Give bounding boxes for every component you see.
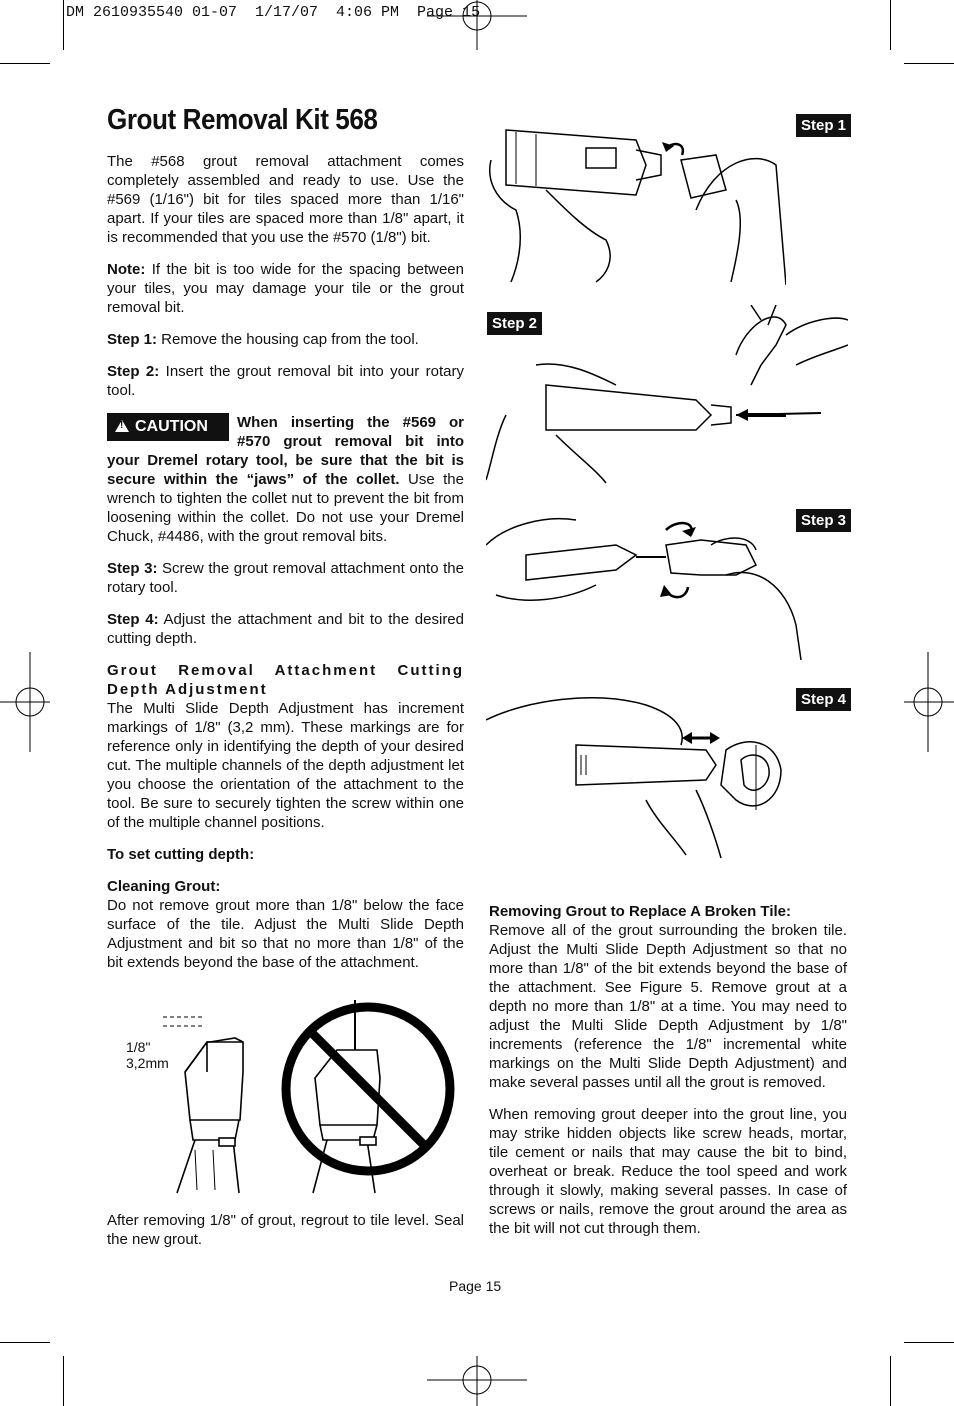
after-paragraph: After removing 1/8" of grout, regrout to tile level. Seal the new grout. (107, 1212, 464, 1248)
step-2-illustration (486, 305, 848, 485)
cleaning-text: Do not remove grout more than 1/8" below the face surface of the tile. Adjust the Multi Slide Depth Adjustment and bit so that no more than 1/8" of the bit extends beyond the base of the attachment. (107, 897, 464, 971)
set-depth-heading: To set cutting depth: (107, 846, 255, 863)
step-4-label: Step 4 (796, 688, 851, 711)
caution-paragraph: !CAUTION When inserting the #569 or #570 grout removal bit into your Dremel rotary tool, be sure that the bit is secure within the “jaws” of the collet. Use the wrench to tighten the collet nut to prevent the bit from loosening within the collet. Do not use your Dremel Chuck, #4486, with the grout removal bits. (107, 413, 464, 546)
registration-mark-icon (904, 652, 954, 752)
step-4-illustration (486, 690, 786, 860)
step-1-label: Step 1 (796, 114, 851, 137)
broken-tile-heading: Removing Grout to Replace A Broken Tile: (489, 903, 791, 920)
depth-section (107, 661, 464, 832)
cleaning-section (107, 877, 464, 972)
step4-paragraph: Step 4: Adjust the attachment and bit to the desired cutting depth. (107, 611, 464, 647)
step-3-label: Step 3 (796, 509, 851, 532)
crop-mark (904, 63, 954, 64)
step1-paragraph: Step 1: Remove the housing cap from the tool. (107, 331, 419, 348)
warning-icon (115, 420, 129, 432)
step3-paragraph: Step 3: Screw the grout removal attachment onto the rotary tool. (107, 560, 464, 596)
figure-label-fraction: 1/8" (126, 1039, 151, 1055)
right-column-text (489, 902, 847, 1251)
deeper-grout-paragraph: When removing grout deeper into the grout line, you may strike hidden objects like screw heads, mortar, tile cement or nails that may cause the bit to bind, overheat or break. Reduce the tool speed and work through it slowly, making several passes. In case of screws or nails, remove the grout around the area as the bit will not cut through them. (489, 1106, 847, 1237)
note-paragraph: Note: If the bit is too wide for the spacing between your tiles, you may damage your tile or the grout removal bit. (107, 261, 464, 316)
figure-label-metric: 3,2mm (126, 1055, 169, 1071)
print-slug: DM 2610935540 01-07 1/17/07 4:06 PM Page 15 (66, 4, 481, 21)
step-2-label: Step 2 (487, 312, 542, 335)
left-column (107, 152, 464, 985)
page-title: Grout Removal Kit 568 (107, 104, 378, 136)
caution-badge: !CAUTION (107, 413, 229, 441)
page-number: Page 15 (449, 1278, 502, 1294)
step-1-illustration (486, 120, 786, 285)
step-3-illustration (486, 505, 806, 665)
crop-mark (890, 1356, 891, 1406)
crop-mark (0, 1342, 50, 1343)
registration-mark-icon (427, 1356, 527, 1406)
correct-depth-attachment (177, 1038, 243, 1193)
broken-tile-section: Removing Grout to Replace A Broken Tile: Remove all of the grout surrounding the broken tile. Adjust the Multi Slide Depth Adjustment so that no more than 1/8" of the bit extends beyond the base of the attachment. See Figure 5. Remove grout at a depth no more than 1/8" at a time. You may need to adjust the Multi Slide Depth Adjustment by 1/8" increments (reference the 1/8" incremental white markings on the Multi Slide Depth Adjustment) and make several passes until all the grout is removed. (489, 903, 847, 1091)
step2-paragraph: Step 2: Insert the grout removal bit into your rotary tool. (107, 363, 465, 399)
depth-text: The Multi Slide Depth Adjustment has increment markings of 1/8" (3,2 mm). These markings are for reference only in identifying the depth of your desired cut. The multiple channels of the depth adjustment let you choose the orientation of the attachment to the tool. Be sure to securely tighten the screw within one of the multiple channel positions. (107, 700, 464, 831)
crop-mark (0, 63, 50, 64)
crop-mark (904, 1342, 954, 1343)
crop-mark (890, 0, 891, 50)
cleaning-heading: Cleaning Grout: (107, 878, 221, 895)
depth-heading: Grout Removal Attachment Cutting Depth Adjustment (107, 662, 464, 698)
depth-comparison-figure (115, 990, 460, 1195)
crop-mark (63, 0, 64, 50)
intro-paragraph: The #568 grout removal attachment comes completely assembled and ready to use. Use the #569 (1/16") bit for tiles spaced more than 1/16" apart. If your tiles are spaced more than 1/8" apart, it is recommended that you use the #570 (1/8") bit. (107, 153, 464, 246)
crop-mark (63, 1356, 64, 1406)
registration-mark-icon (0, 652, 50, 752)
